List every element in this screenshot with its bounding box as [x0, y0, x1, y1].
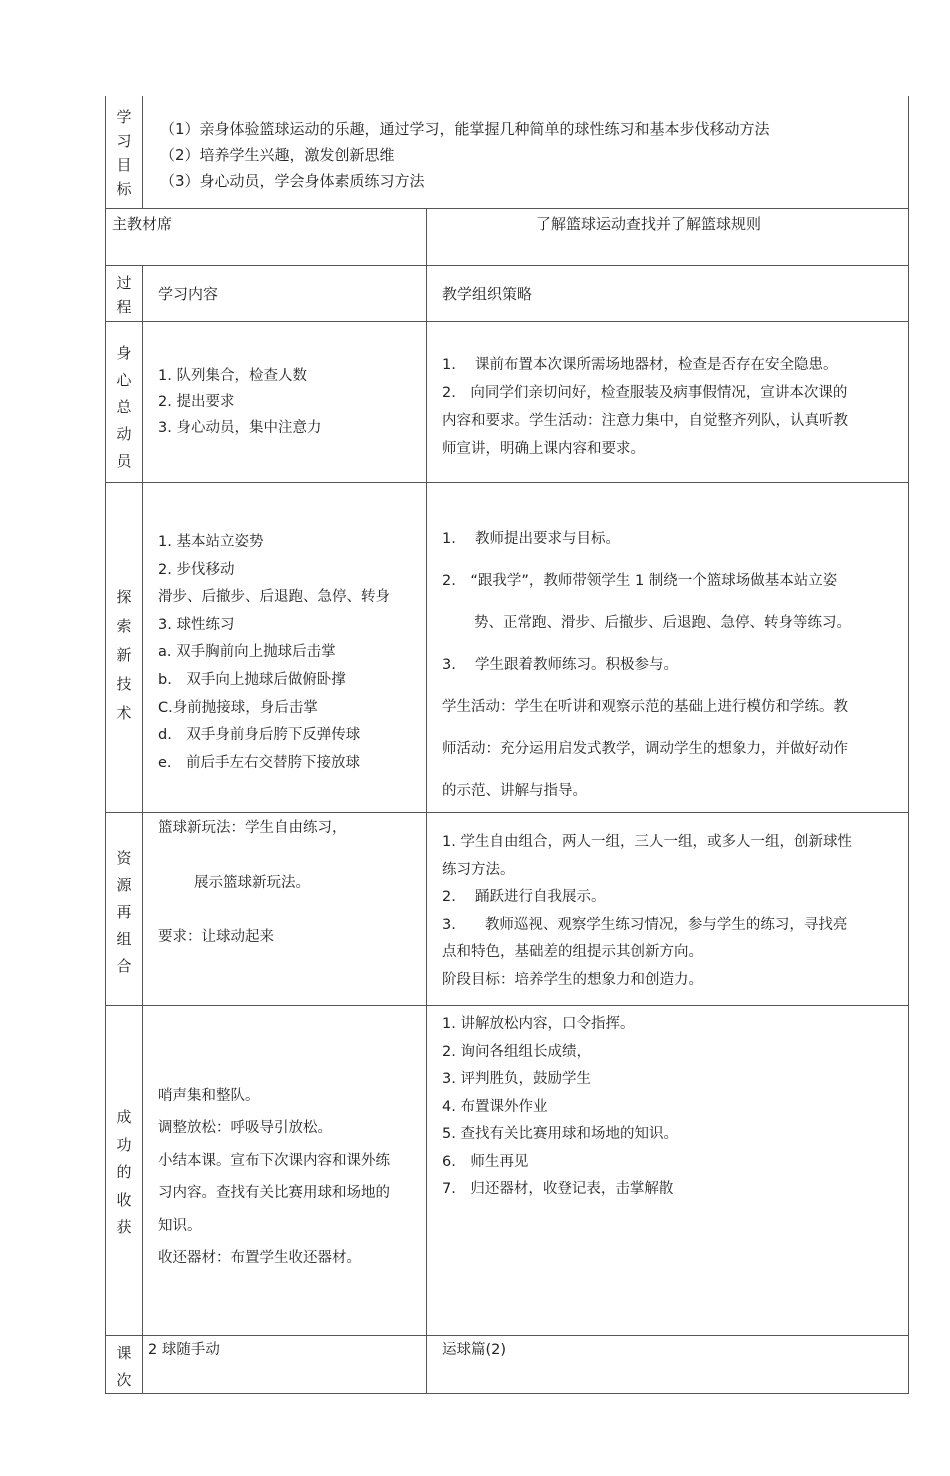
section-side-label: 身 心 总 动 员	[116, 344, 132, 470]
strategy-line: 2. 踊跃进行自我展示。	[442, 889, 606, 905]
goal-item: （3）身心动员，学会身体素质练习方法	[160, 172, 425, 190]
strategy-line: 3. 教师巡视、观察学生练习情况，参与学生的练习，寻找亮	[442, 916, 848, 933]
content-line: 2. 步伐移动	[158, 561, 235, 578]
strategy-line: 2. 向同学们亲切问好，检查服装及病事假情况，宣讲本次课的	[442, 385, 848, 401]
goal-item: （1）亲身体验篮球运动的乐趣，通过学习，能掌握几种简单的球性练习和基本步伐移动方法	[160, 120, 770, 138]
strategy-line: 学生活动：学生在听讲和观察示范的基础上进行模仿和学练。教	[442, 699, 848, 715]
row-divider	[105, 321, 909, 322]
content-line: 2. 提出要求	[158, 394, 235, 410]
content-line: 收还器材：布置学生收还器材。	[158, 1250, 361, 1267]
process-side-label: 过 程	[116, 274, 132, 316]
strategy-line: 3. 评判胜负，鼓励学生	[442, 1071, 591, 1087]
col-divider	[142, 96, 143, 209]
section-content	[158, 1080, 390, 1274]
strategy-line: 的示范、讲解与指导。	[442, 783, 587, 799]
content-line: 滑步、后撤步、后退跑、急停、转身	[158, 589, 390, 606]
content-line: C.身前抛接球，身后击掌	[158, 699, 318, 716]
content-line: 3. 身心动员，集中注意力	[158, 420, 322, 436]
content-header: 学习内容	[158, 285, 219, 303]
row-divider	[105, 1335, 909, 1336]
section-content	[158, 529, 390, 777]
row-divider	[105, 1393, 909, 1394]
content-line: 小结本课。宣布下次课内容和课外练	[158, 1152, 390, 1169]
row-divider	[105, 208, 909, 209]
content-line: b. 双手向上抛球后做俯卧撑	[158, 671, 346, 688]
row-divider	[105, 482, 909, 483]
goals-side-label: 学 习 目 标	[116, 108, 132, 198]
strategy-line: 阶段目标：培养学生的想象力和创造力。	[442, 971, 703, 988]
content-line: 知识。	[158, 1217, 202, 1234]
strategy-line: 练习方法。	[442, 861, 515, 878]
strategy-line: 7. 归还器材，收登记表，击掌解散	[442, 1181, 674, 1197]
content-line: 展示篮球新玩法。	[194, 875, 310, 891]
lesson-strategy: 运球篇(2)	[442, 1342, 507, 1358]
strategy-line: 6. 师生再见	[442, 1153, 529, 1170]
col-divider	[142, 265, 143, 1394]
content-line: a. 双手胸前向上抛球后击掌	[158, 644, 336, 661]
content-line: 1. 基本站立姿势	[158, 534, 264, 550]
section-strategy	[442, 518, 851, 812]
strategy-line: 1. 教师提出要求与目标。	[442, 531, 620, 547]
section-strategy	[442, 1011, 678, 1204]
row-divider	[105, 812, 909, 813]
strategy-line: 4. 布置课外作业	[442, 1098, 548, 1115]
section-side-label: 资 源 再 组 合	[116, 849, 132, 975]
strategy-line: 点和特色，基础差的组提示其创新方向。	[442, 944, 703, 960]
content-line: 要求：让球动起来	[158, 929, 274, 945]
row-divider	[105, 265, 909, 266]
strategy-line: 势、正常跑、滑步、后撤步、后退跑、急停、转身等练习。	[474, 615, 851, 631]
strategy-line: 师活动：充分运用启发式教学，调动学生的想象力，并做好动作	[442, 741, 848, 757]
section-side-label: 探 索 新 技 术	[116, 588, 132, 722]
main-material-label: 主教材席	[112, 215, 173, 233]
lesson-content: 2 球随手动	[148, 1342, 220, 1358]
col-divider	[908, 96, 909, 1394]
main-material-value: 了解篮球运动查找并了解篮球规则	[536, 215, 762, 233]
goals-list	[160, 116, 770, 194]
strategy-line: 师宣讲，明确上课内容和要求。	[442, 441, 645, 457]
strategy-line: 1. 讲解放松内容，口令指挥。	[442, 1016, 635, 1032]
section-strategy	[442, 829, 852, 994]
strategy-line: 1. 学生自由组合，两人一组，三人一组，或多人一组，创新球性	[442, 834, 852, 850]
section-side-label: 成 功 的 收 获	[116, 1108, 132, 1236]
row-divider	[105, 1005, 909, 1006]
content-line: 篮球新玩法：学生自由练习，	[158, 820, 347, 836]
goal-item: （2）培养学生兴趣，激发创新思维	[160, 146, 395, 164]
strategy-line: 2. “跟我学”，教师带领学生 1 制绕一个篮球场做基本站立姿	[442, 573, 838, 589]
section-strategy	[442, 351, 848, 463]
strategy-line: 内容和要求。学生活动：注意力集中，自觉整齐列队，认真听教	[442, 413, 848, 429]
content-line: e. 前后手左右交替胯下接放球	[158, 754, 361, 771]
lesson-side-label: 课 次	[116, 1344, 132, 1389]
content-line: 习内容。查找有关比赛用球和场地的	[158, 1185, 390, 1202]
strategy-header: 教学组织策略	[442, 285, 533, 303]
content-line: 1. 队列集合，检查人数	[158, 368, 307, 384]
content-line: d. 双手身前身后胯下反弹传球	[158, 727, 361, 744]
strategy-line: 3. 学生跟着教师练习。积极参与。	[442, 657, 678, 673]
content-line: 哨声集和整队。	[158, 1088, 260, 1104]
strategy-line: 1. 课前布置本次课所需场地器材，检查是否存在安全隐患。	[442, 357, 838, 373]
content-line: 3. 球性练习	[158, 616, 235, 633]
content-line: 调整放松：呼吸导引放松。	[158, 1120, 332, 1137]
section-content	[158, 363, 321, 441]
col-divider	[426, 208, 427, 1394]
strategy-line: 2. 询问各组组长成绩，	[442, 1043, 591, 1060]
strategy-line: 5. 查找有关比赛用球和场地的知识。	[442, 1126, 678, 1142]
